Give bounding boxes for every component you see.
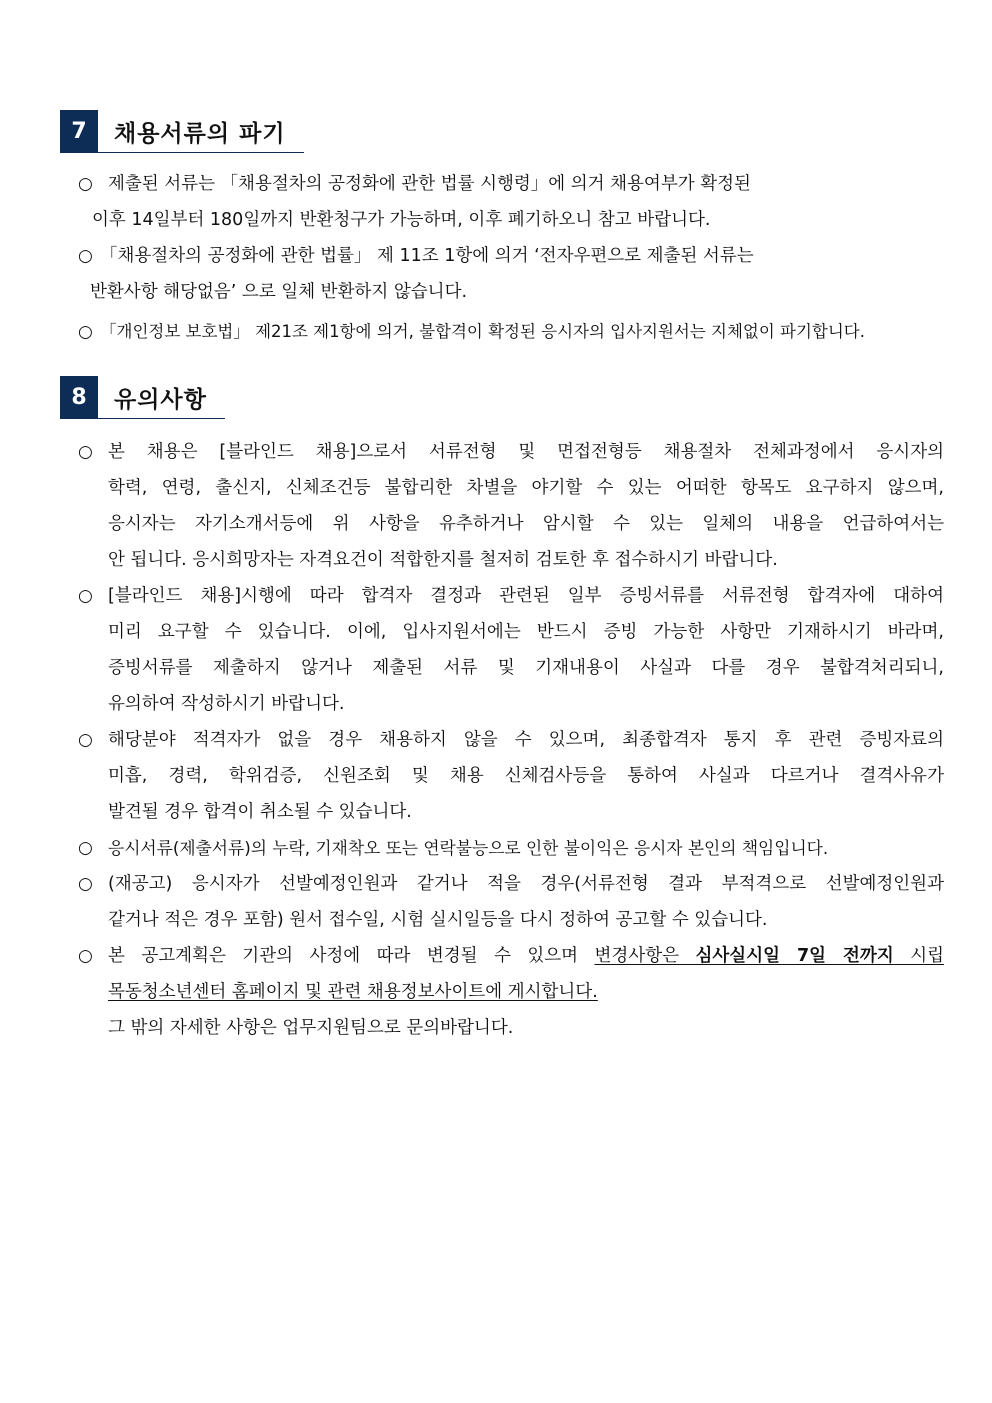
section-8-item-5-line-2: 같거나 적은 경우 포함) 원서 접수일, 시험 실시일등을 다시 정하여 공고할 수 있습니다. [108, 910, 768, 930]
section-7-number: 7 [60, 110, 98, 152]
section-8-item-1 [78, 434, 944, 578]
notice-underlined-text-end: 시립 [893, 946, 944, 966]
section-8-number: 8 [60, 376, 98, 418]
section-7-header [60, 110, 304, 153]
section-8-item-1-line-2: 학력, 연령, 출신지, 신체조건등 불합리한 차별을 야기할 수 있는 어떠한 항목도 요구하지 않으며, [108, 478, 944, 498]
section-8-item-3-line-1: 해당분야 적격자가 없을 경우 채용하지 않을 수 있으며, 최종합격자 통지 후 관련 증빙자료의 [108, 730, 944, 750]
bullet-circle-icon: ○ [78, 322, 93, 342]
section-8-item-5-line-1: (재공고) 응시자가 선발예정인원과 같거나 적을 경우(서류전형 결과 부적격으로 선발예정인원과 [108, 874, 944, 894]
section-8-item-6-line-1 [108, 938, 944, 974]
section-7-item-1-line-1: 제출된 서류는 「채용절차의 공정화에 관한 법률 시행령」에 의거 채용여부가 확정된 [108, 174, 751, 194]
section-8-item-5 [78, 866, 944, 938]
section-7-item-1 [78, 166, 878, 238]
section-8-item-1-line-3: 응시자는 자기소개서등에 위 사항을 유추하거나 암시할 수 있는 일체의 내용을 언급하여서는 [108, 514, 944, 534]
section-8-header [60, 376, 225, 419]
section-7-item-3-line-1: 「개인정보 보호법」 제21조 제1항에 의거, 불합격이 확정된 응시자의 입사지원서는 지체없이 파기합니다. [100, 322, 865, 341]
section-8-title: 유의사항 [114, 386, 207, 413]
section-8-item-3-line-3: 발견될 경우 합격이 취소될 수 있습니다. [108, 802, 412, 822]
notice-underlined-text: 변경사항은 [594, 946, 696, 966]
bullet-circle-icon: ○ [78, 174, 93, 194]
section-8-item-4-line-1: 응시서류(제출서류)의 누락, 기재착오 또는 연락불능으로 인한 불이익은 응시자 본인의 책임입니다. [108, 838, 829, 858]
section-8-item-3-line-2: 미흡, 경력, 학위검증, 신원조회 및 채용 신체검사등을 통하여 사실과 다르거나 결격사유가 [108, 766, 944, 786]
bullet-circle-icon: ○ [78, 874, 93, 894]
section-7-item-2-line-1: 「채용절차의 공정화에 관한 법률」 제 11조 1항에 의거 ‘전자우편으로 제출된 서류는 [100, 246, 754, 266]
bullet-circle-icon: ○ [78, 586, 93, 606]
section-8-item-1-line-1: 본 채용은 [블라인드 채용]으로서 서류전형 및 면접전형등 채용절차 전체과정에서 응시자의 [108, 442, 944, 462]
bullet-circle-icon: ○ [78, 442, 93, 462]
bullet-circle-icon: ○ [78, 730, 93, 750]
section-8-item-6 [78, 938, 944, 1046]
section-8-item-2-line-1: [블라인드 채용]시행에 따라 합격자 결정과 관련된 일부 증빙서류를 서류전형 합격자에 대하여 [108, 586, 944, 606]
notice-plain-text: 본 공고계획은 기관의 사정에 따라 변경될 수 있으며 [108, 946, 595, 966]
section-8-item-1-line-4: 안 됩니다. 응시희망자는 자격요건이 적합한지를 철저히 검토한 후 접수하시기 바랍니다. [108, 550, 778, 570]
section-7-item-2 [78, 238, 878, 310]
section-7-item-3 [78, 314, 938, 350]
section-8-item-2-line-2: 미리 요구할 수 있습니다. 이에, 입사지원서에는 반드시 증빙 가능한 사항만 기재하시기 바라며, [108, 622, 944, 642]
section-7-item-2-line-2: 반환사항 해당없음’ 으로 일체 반환하지 않습니다. [90, 282, 468, 302]
bullet-circle-icon: ○ [78, 246, 93, 266]
section-8-item-4 [78, 830, 944, 866]
section-8-item-2-line-4: 유의하여 작성하시기 바랍니다. [108, 694, 345, 714]
section-7-item-1-line-2: 이후 14일부터 180일까지 반환청구가 가능하며, 이후 폐기하오니 참고 바랍니다. [92, 210, 711, 230]
section-8-item-3 [78, 722, 944, 830]
bullet-circle-icon: ○ [78, 946, 93, 966]
section-8-item-6-line-2: 목동청소년센터 홈페이지 및 관련 채용정보사이트에 게시합니다. [108, 982, 598, 1002]
notice-deadline-text: 심사실시일 7일 전까지 [695, 946, 894, 966]
section-7-title: 채용서류의 파기 [114, 120, 286, 147]
section-8-item-2-line-3: 증빙서류를 제출하지 않거나 제출된 서류 및 기재내용이 사실과 다를 경우 불합격처리되니, [108, 658, 944, 678]
section-8-item-6-line-3: 그 밖의 자세한 사항은 업무지원팀으로 문의바랍니다. [108, 1018, 514, 1038]
section-8-item-2 [78, 578, 944, 722]
bullet-circle-icon: ○ [78, 838, 93, 858]
